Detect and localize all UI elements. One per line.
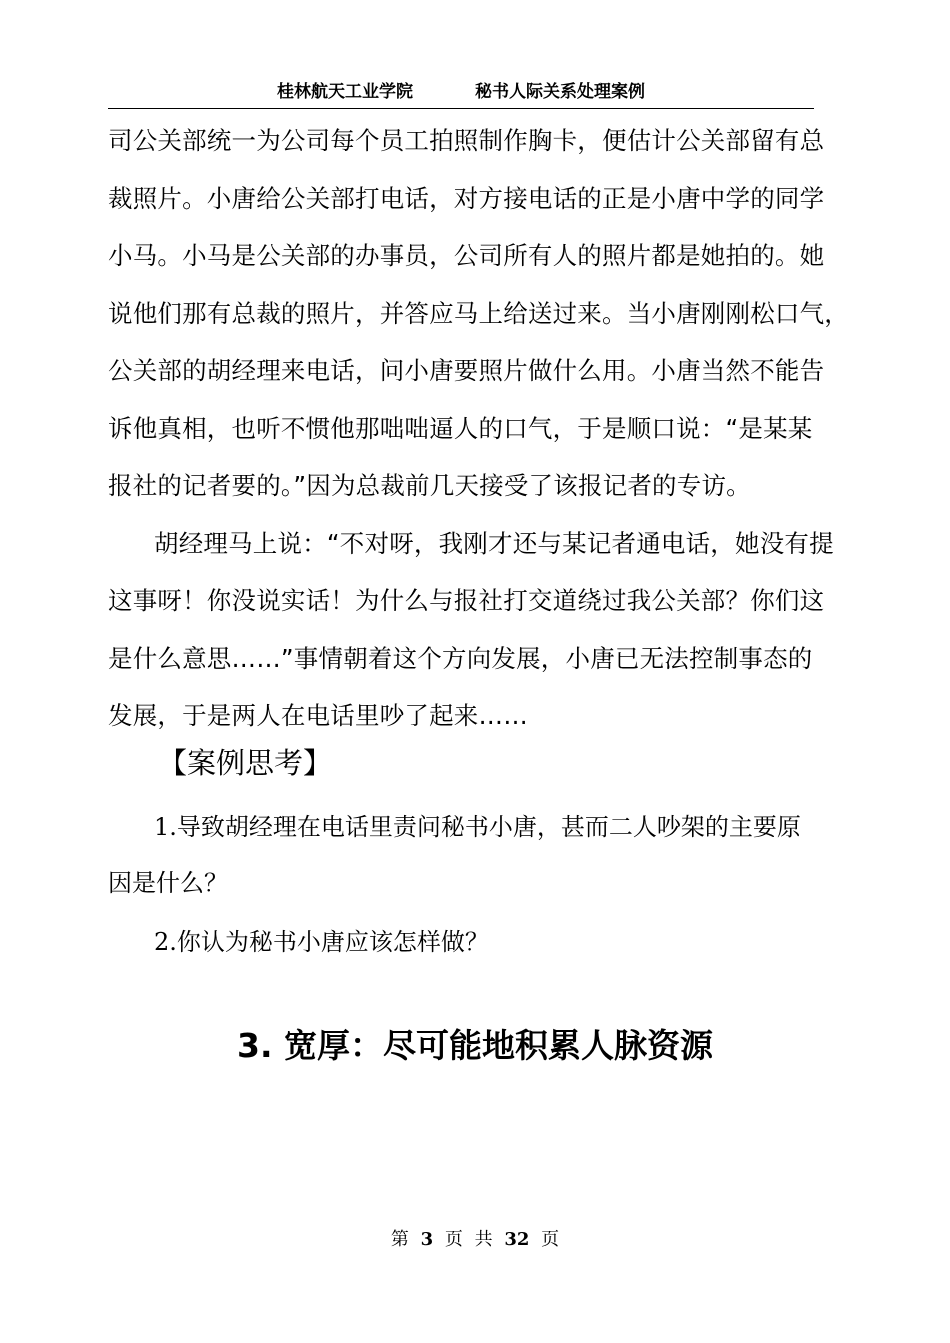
text-line: 报社的记者要的。”因为总裁前几天接受了该报记者的专访。 [108, 471, 751, 500]
footer-prefix: 第 [390, 1229, 409, 1250]
text-line: 这事呀！你没说实话！为什么与报社打交道绕过我公关部？你们这 [108, 586, 825, 615]
question-1-line-1: 1.导致胡经理在电话里责问秘书小唐，甚而二人吵架的主要原 [154, 813, 801, 841]
footer-page-unit: 页 [444, 1229, 463, 1250]
text-line: 诉他真相，也听不惯他那咄咄逼人的口气，于是顺口说：“是某某 [108, 413, 813, 443]
header-school: 桂林航天工业学院 [277, 82, 414, 102]
chapter-heading: 3. 宽厚：尽可能地积累人脉资源 [237, 1026, 713, 1065]
text-line: 司公关部统一为公司每个员工拍照制作胸卡，便估计公关部留有总 [108, 126, 825, 155]
case-questions [108, 799, 848, 970]
header-document-title: 秘书人际关系处理案例 [474, 82, 645, 102]
case-narrative [108, 112, 848, 745]
case-thinking-title: 【案例思考】 [158, 746, 333, 780]
text-line: 是什么意思……”事情朝着这个方向发展，小唐已无法控制事态的 [108, 643, 813, 673]
footer-total-unit: 页 [541, 1229, 560, 1250]
text-line: 公关部的胡经理来电话，问小唐要照片做什么用。小唐当然不能告 [108, 356, 825, 385]
page-header [108, 78, 814, 109]
text-line: 裁照片。小唐给公关部打电话，对方接电话的正是小唐中学的同学 [108, 183, 825, 213]
footer-page-number: 3 [420, 1229, 434, 1250]
footer-total-prefix: 共 [474, 1229, 493, 1250]
text-line: 发展，于是两人在电话里吵了起来…… [108, 701, 528, 730]
text-line: 说他们那有总裁的照片，并答应马上给送过来。当小唐刚刚松口气， [108, 298, 849, 328]
text-line: 胡经理马上说：“不对呀，我刚才还与某记者通电话，她没有提 [154, 528, 834, 558]
question-2: 2.你认为秘书小唐应该怎样做？ [154, 928, 489, 956]
footer-total-pages: 32 [504, 1229, 530, 1250]
question-1-line-2: 因是什么？ [108, 869, 228, 897]
page-footer [0, 1226, 950, 1254]
text-line: 小马。小马是公关部的办事员，公司所有人的照片都是她拍的。她 [108, 241, 825, 270]
